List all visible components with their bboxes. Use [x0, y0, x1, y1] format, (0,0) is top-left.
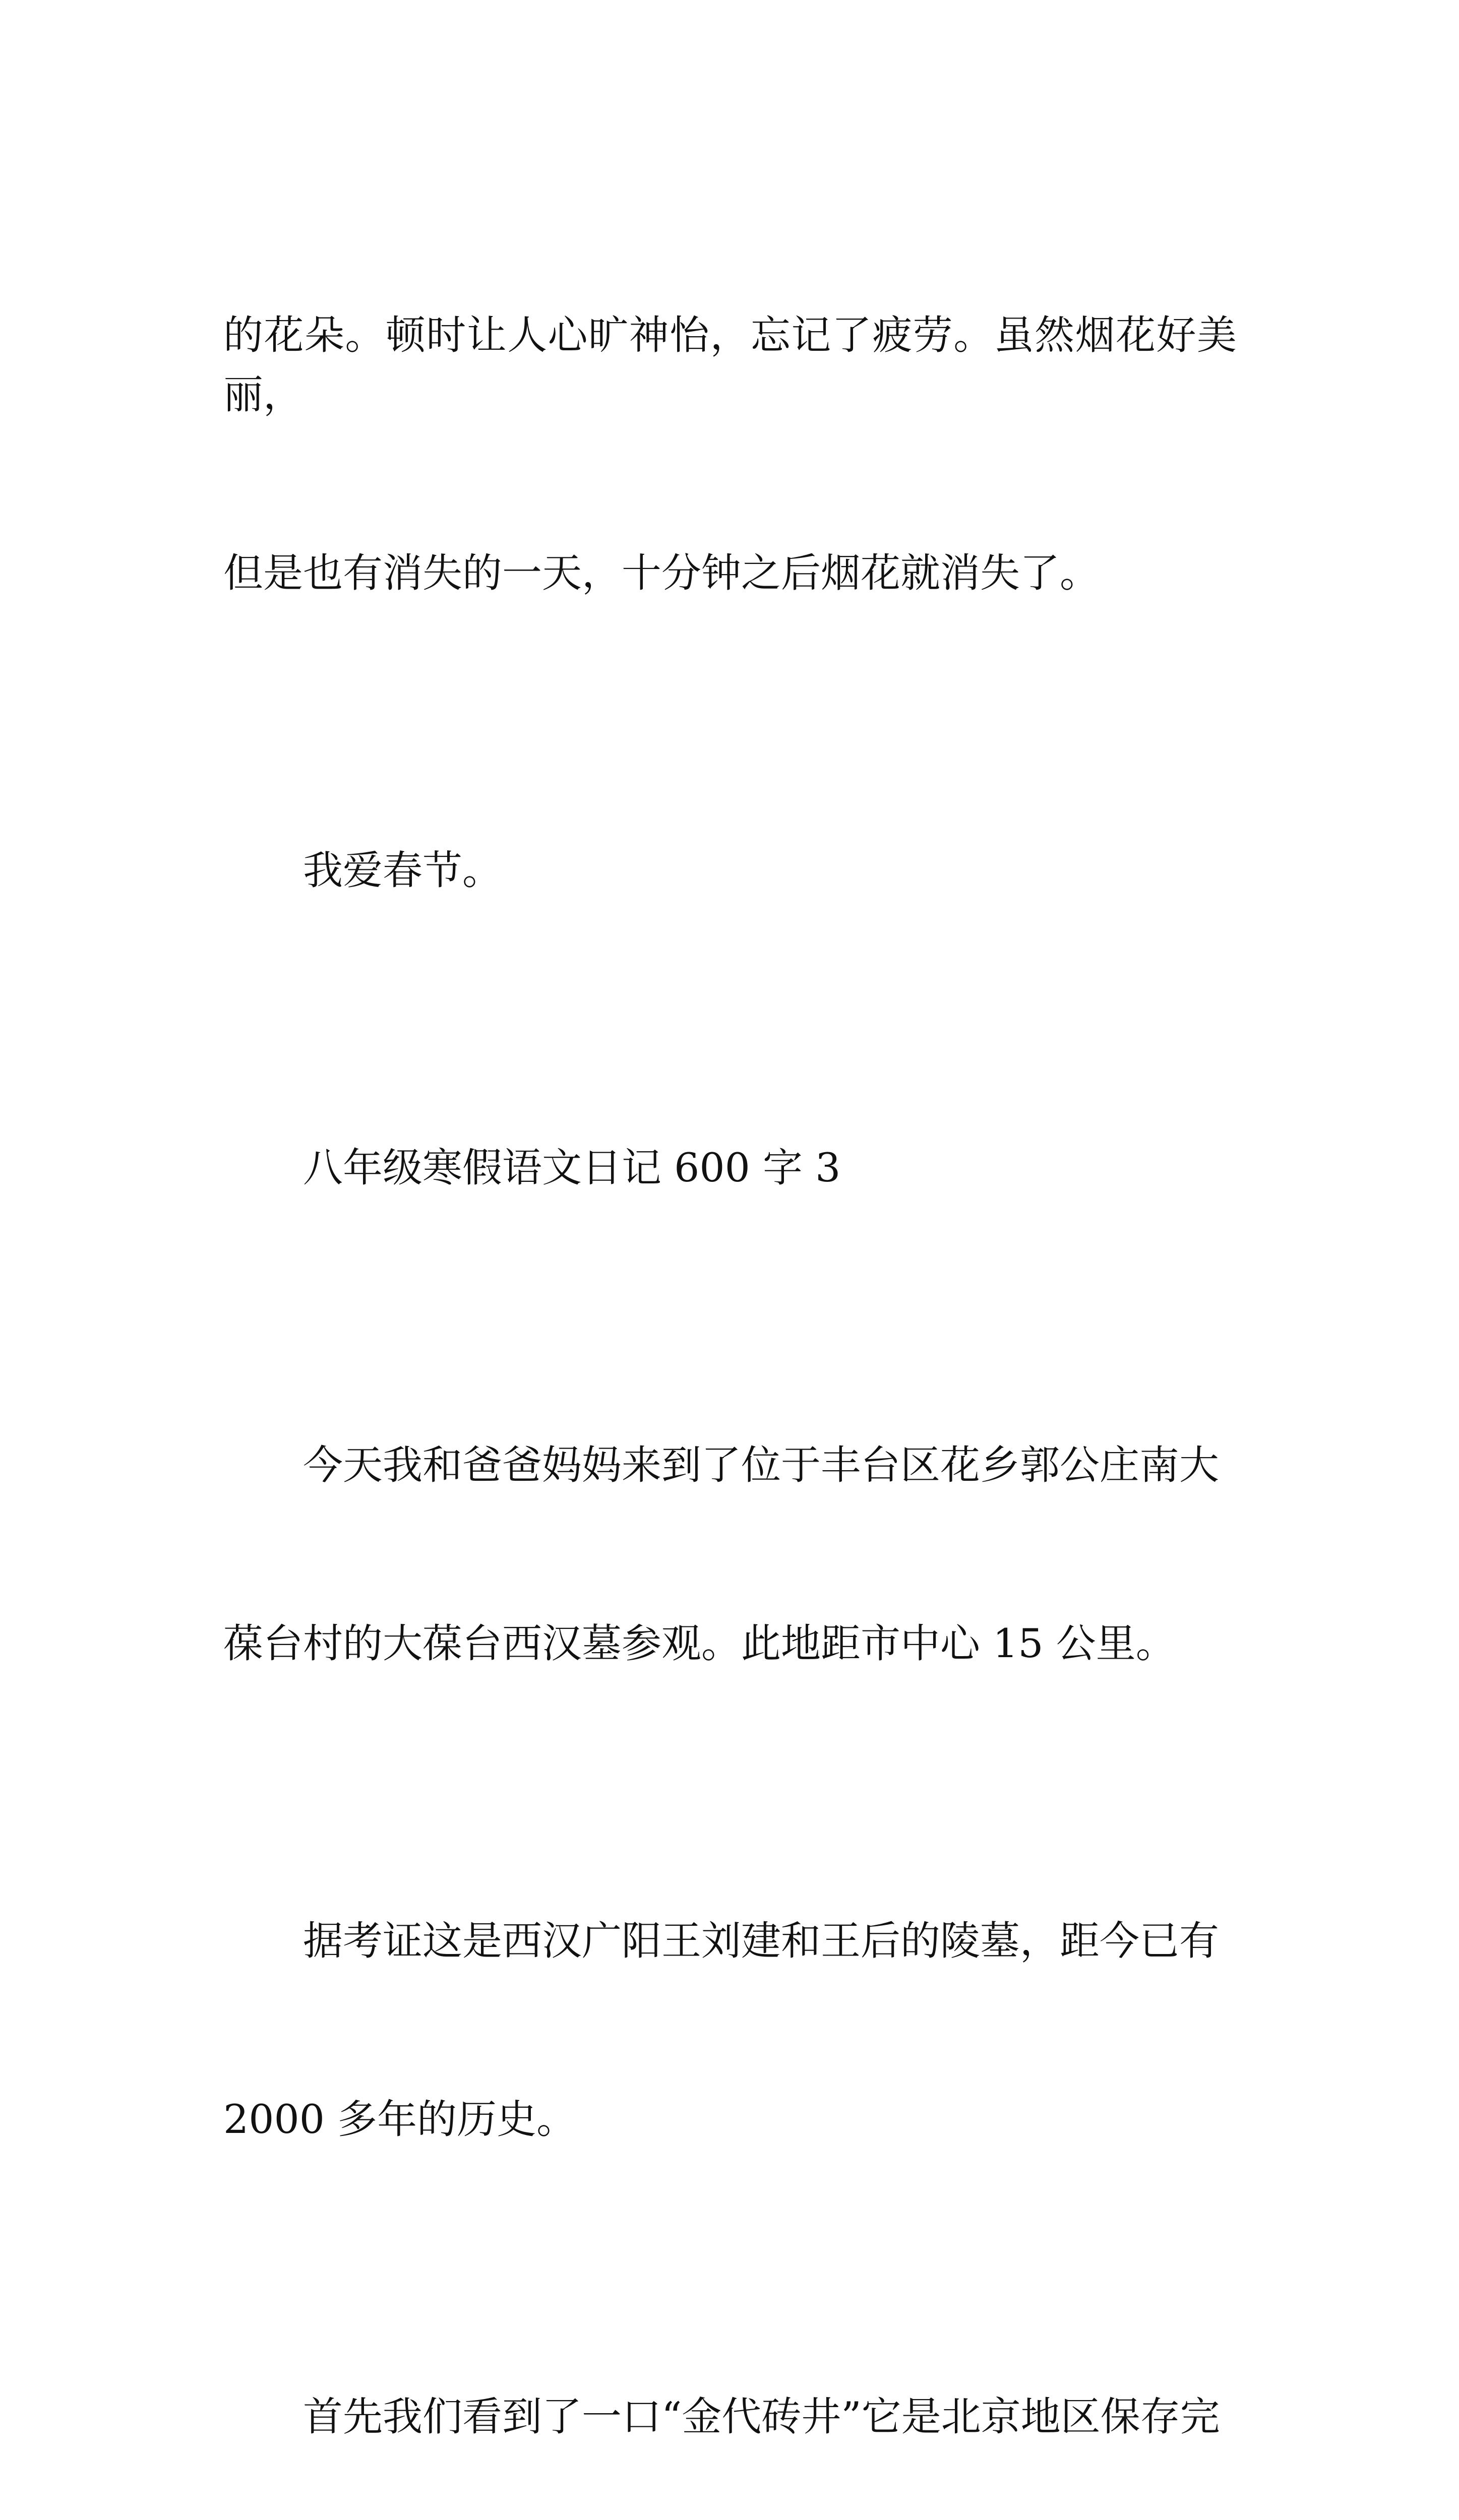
- text-line: 今天我和爸爸妈妈来到了位于丰台区花乡郭公庄南大: [303, 1442, 1219, 1488]
- section-heading: [223, 1019, 1237, 1316]
- paragraph-love-spring-festival: [223, 722, 1237, 1019]
- text-line: 葆台村的大葆台西汉墓参观。此地距市中心 15 公里。: [223, 1620, 1176, 1667]
- paragraph-brick-well: [223, 2268, 1237, 2520]
- text-line: 我爱春节。: [303, 847, 502, 894]
- paragraph-visit-intro: [223, 1316, 1237, 1792]
- text-line: 的花朵。顿时让人心旷神怡，忘记了疲劳。虽然烟花好美丽，: [223, 312, 1237, 418]
- text-line: 首先我们看到了一口“金代砖井”它是北京地区保存完: [303, 2393, 1220, 2440]
- paragraph-fireworks-end: [223, 186, 1237, 722]
- text-line: 据考证这是西汉广阳王刘建和王后的陵墓，距今已有: [303, 1918, 1219, 1964]
- text-line: 八年级寒假语文日记 600 字 3: [303, 1145, 841, 1191]
- text-line: 但是也有消失的一天，十分钟之后烟花就消失了。: [223, 550, 1100, 596]
- paragraph-tomb-history: [223, 1792, 1237, 2268]
- document-body: [223, 186, 1237, 2520]
- text-line: 2000 多年的历史。: [223, 2096, 577, 2143]
